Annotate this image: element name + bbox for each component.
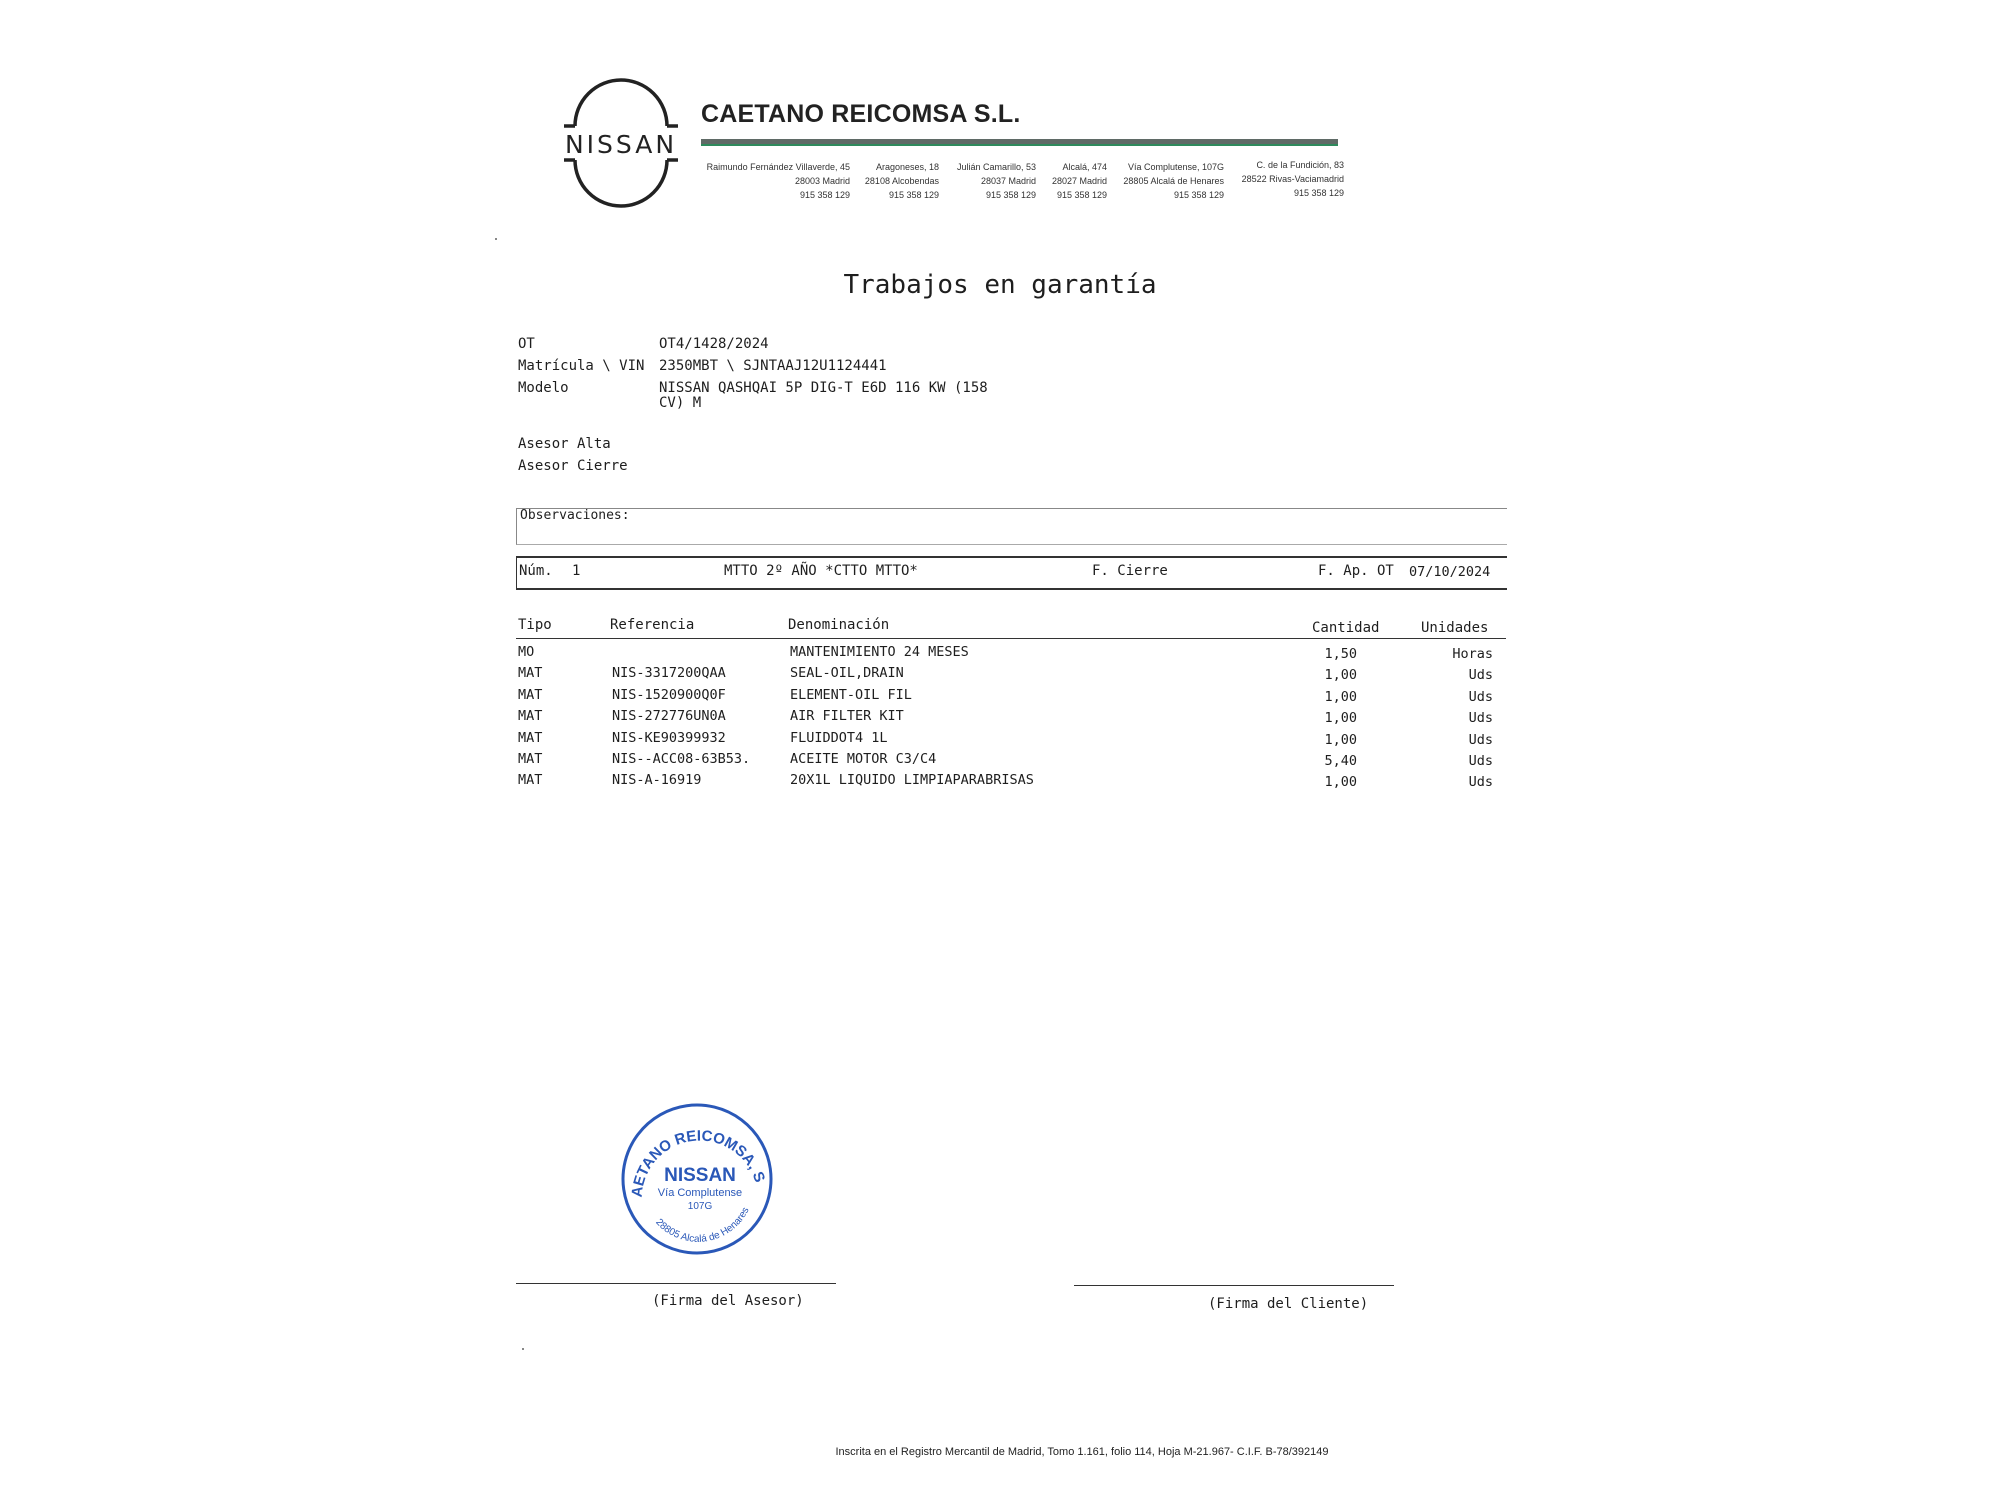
table-row bbox=[0, 772, 2000, 793]
line-description: MTTO 2º AÑO *CTTO MTTO* bbox=[724, 563, 918, 579]
cell-referencia: NIS-1520900Q0F bbox=[612, 686, 726, 703]
table-row bbox=[0, 687, 2000, 708]
col-header-tipo: Tipo bbox=[518, 617, 552, 633]
field-value-matricula: 2350MBT \ SJNTAAJ12U1124441 bbox=[659, 358, 887, 374]
cell-tipo: MAT bbox=[518, 686, 543, 703]
cliente-signature-line bbox=[1074, 1285, 1394, 1286]
cell-denominacion: AIR FILTER KIT bbox=[790, 708, 904, 725]
field-label-ot: OT bbox=[518, 336, 535, 352]
table-header-rule bbox=[516, 638, 1506, 639]
cell-cantidad: 1,00 bbox=[1324, 774, 1357, 791]
field-label-matricula: Matrícula \ VIN bbox=[518, 358, 645, 374]
table-row bbox=[0, 708, 2000, 729]
cell-denominacion: MANTENIMIENTO 24 MESES bbox=[790, 644, 969, 660]
cell-cantidad: 5,40 bbox=[1324, 753, 1357, 769]
cell-unidades: Uds bbox=[1468, 753, 1493, 769]
scan-speck bbox=[495, 238, 497, 240]
col-header-referencia: Referencia bbox=[610, 617, 695, 633]
cell-cantidad: 1,00 bbox=[1324, 731, 1357, 748]
asesor-signature-label: (Firma del Asesor) bbox=[652, 1293, 804, 1309]
cell-tipo: MAT bbox=[518, 751, 543, 767]
document-title: Trabajos en garantía bbox=[843, 270, 1157, 300]
col-header-unidades: Unidades bbox=[1421, 620, 1489, 636]
cell-unidades: Uds bbox=[1468, 667, 1493, 684]
table-row bbox=[0, 751, 2000, 772]
cliente-signature-label: (Firma del Cliente) bbox=[1208, 1296, 1369, 1312]
cell-denominacion: SEAL-OIL,DRAIN bbox=[790, 665, 904, 682]
col-header-denominacion: Denominación bbox=[788, 617, 890, 633]
address-block: Julián Camarillo, 53 28037 Madrid 915 358 129 bbox=[956, 162, 1036, 200]
company-stamp bbox=[618, 1100, 776, 1258]
cell-tipo: MAT bbox=[518, 665, 543, 682]
cell-tipo: MO bbox=[518, 644, 535, 660]
cell-denominacion: FLUIDDOT4 1L bbox=[790, 729, 888, 746]
line-num-value: 1 bbox=[572, 563, 581, 579]
address-block: Raimundo Fernández Villaverde, 45 28003 Madrid 915 358 129 bbox=[706, 162, 850, 200]
scan-speck bbox=[522, 1348, 524, 1350]
cell-unidades: Uds bbox=[1468, 688, 1493, 705]
address-block: Vía Complutense, 107G 28805 Alcalá de Henares 915 358 129 bbox=[1123, 162, 1224, 200]
stamp-top-text: CAETANO REICOMSA, SL bbox=[628, 1127, 769, 1199]
cell-unidades: Uds bbox=[1468, 774, 1493, 791]
table-row bbox=[0, 644, 2000, 665]
cell-cantidad: 1,50 bbox=[1324, 646, 1357, 662]
cell-unidades: Uds bbox=[1468, 731, 1493, 748]
cell-cantidad: 1,00 bbox=[1324, 710, 1357, 727]
cell-cantidad: 1,00 bbox=[1324, 688, 1357, 705]
line-num-label: Núm. bbox=[519, 563, 553, 579]
field-value-ot: OT4/1428/2024 bbox=[659, 336, 769, 352]
cell-tipo: MAT bbox=[518, 729, 543, 746]
nissan-logo bbox=[558, 78, 684, 208]
col-header-cantidad: Cantidad bbox=[1312, 620, 1380, 636]
asesor-signature-line bbox=[516, 1283, 836, 1284]
asesor-alta-label: Asesor Alta bbox=[518, 436, 611, 452]
stamp-line1: Vía Complutense bbox=[657, 1187, 743, 1199]
address-block: Alcalá, 474 28027 Madrid 915 358 129 bbox=[1051, 162, 1107, 200]
stamp-line2: 107G bbox=[687, 1201, 713, 1212]
table-row bbox=[0, 730, 2000, 751]
asesor-cierre-label: Asesor Cierre bbox=[518, 458, 628, 474]
cell-referencia: NIS-A-16919 bbox=[612, 772, 702, 789]
legal-footer: Inscrita en el Registro Mercantil de Madrid, Tomo 1.161, folio 114, Hoja M-21.967- C.I.F. B-78/392149 bbox=[835, 1446, 1329, 1458]
observaciones-label: Observaciones: bbox=[520, 508, 630, 523]
cell-referencia: NIS-KE90399932 bbox=[612, 729, 726, 746]
cell-tipo: MAT bbox=[518, 708, 543, 725]
brand-name: NISSAN bbox=[564, 130, 678, 159]
company-name: CAETANO REICOMSA S.L. bbox=[701, 100, 1021, 128]
cell-referencia: NIS-3317200QAA bbox=[612, 665, 726, 682]
cell-denominacion: 20X1L LIQUIDO LIMPIAPARABRISAS bbox=[790, 772, 1034, 789]
apertura-value: 07/10/2024 bbox=[1409, 564, 1491, 580]
field-value-modelo: NISSAN QASHQAI 5P DIG-T E6D 116 KW (158 CV) M bbox=[659, 380, 988, 411]
address-block: Aragoneses, 18 28108 Alcobendas 915 358 129 bbox=[864, 162, 939, 200]
cell-tipo: MAT bbox=[518, 772, 543, 789]
address-block: C. de la Fundición, 83 28522 Rivas-Vaciamadrid 915 358 129 bbox=[1241, 160, 1344, 198]
observaciones-box bbox=[516, 508, 1507, 545]
cell-denominacion: ELEMENT-OIL FIL bbox=[790, 686, 912, 703]
cell-denominacion: ACEITE MOTOR C3/C4 bbox=[790, 751, 937, 767]
cell-referencia: NIS--ACC08-63B53. bbox=[612, 751, 751, 767]
cell-referencia: NIS-272776UN0A bbox=[612, 708, 726, 725]
stamp-bottom-text: 28805 Alcalá de Henares bbox=[653, 1205, 752, 1245]
stamp-seal-icon bbox=[618, 1100, 776, 1258]
cell-cantidad: 1,00 bbox=[1324, 667, 1357, 684]
header-rule-accent bbox=[701, 144, 1338, 146]
table-row bbox=[0, 665, 2000, 686]
cell-unidades: Horas bbox=[1452, 646, 1493, 662]
apertura-label: F. Ap. OT bbox=[1318, 563, 1394, 579]
cierre-label: F. Cierre bbox=[1092, 563, 1168, 579]
field-label-modelo: Modelo bbox=[518, 380, 569, 396]
cell-unidades: Uds bbox=[1468, 710, 1493, 727]
stamp-brand: NISSAN bbox=[664, 1165, 736, 1186]
